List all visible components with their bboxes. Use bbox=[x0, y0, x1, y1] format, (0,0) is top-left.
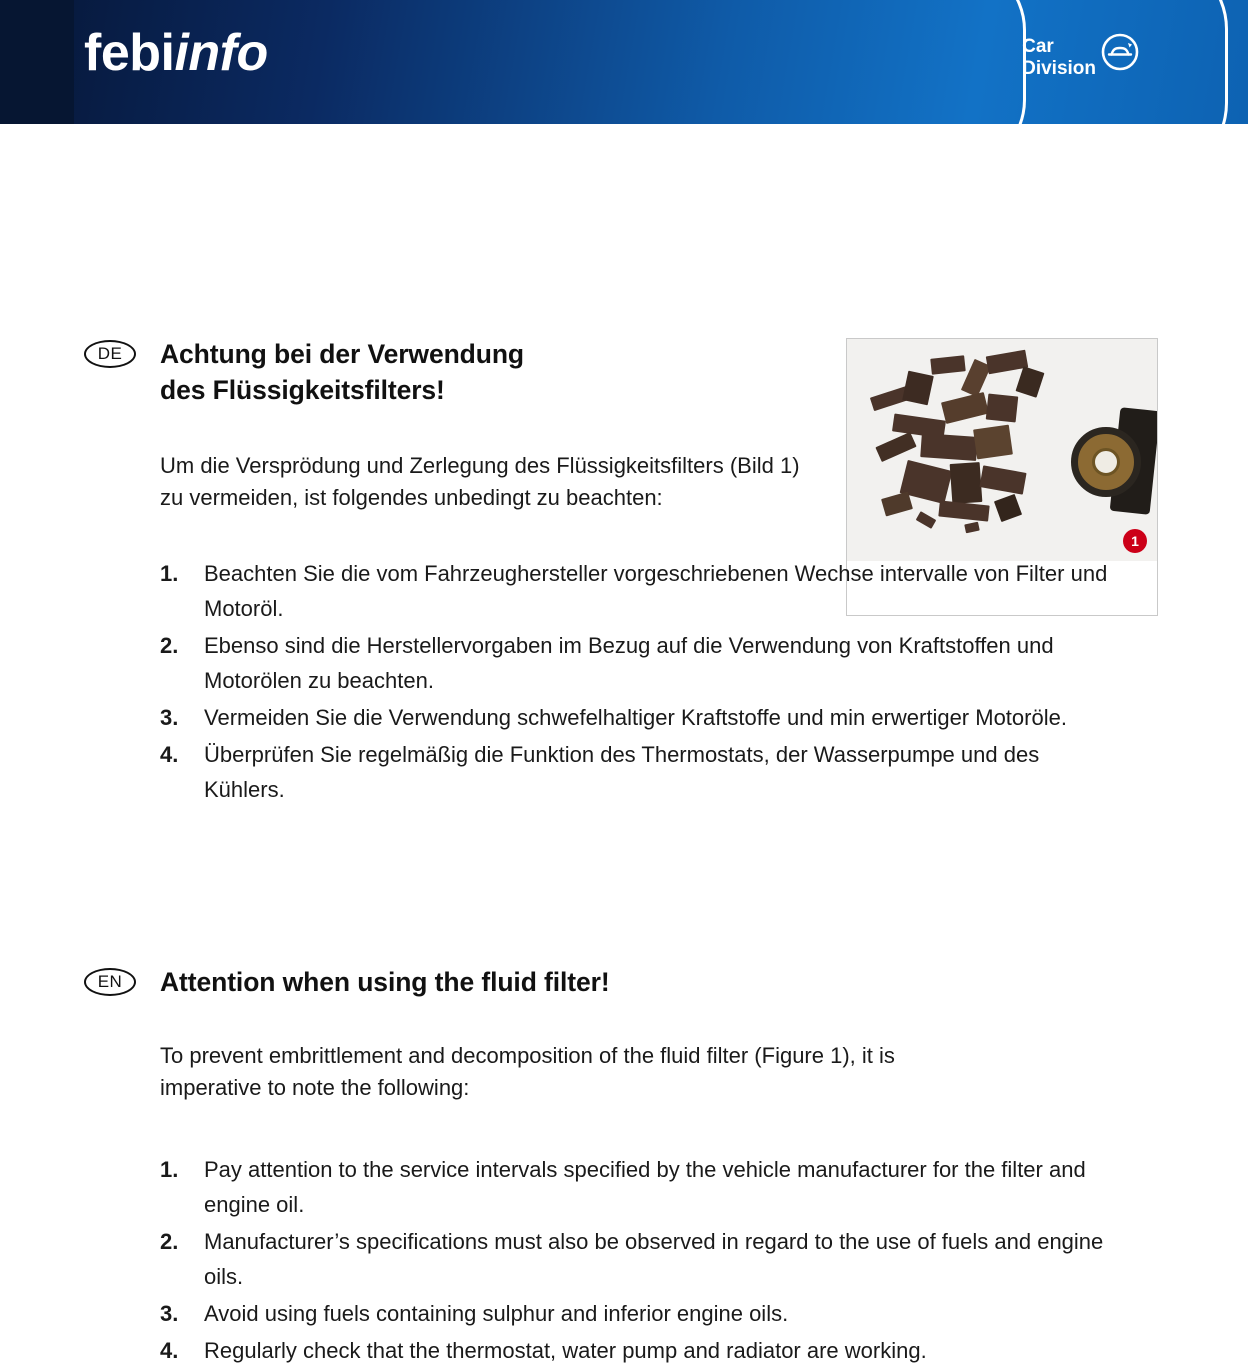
title-en-line-1: Attention when using the fluid filter! bbox=[160, 967, 610, 997]
car-icon bbox=[1100, 32, 1140, 72]
list-item-number: 4. bbox=[160, 742, 179, 767]
language-badge-en: EN bbox=[84, 968, 136, 996]
header-curve-inner bbox=[886, 0, 1026, 124]
header-left-strip bbox=[0, 0, 74, 124]
list-item-text: Regularly check that the thermostat, water pump and radiator are working. bbox=[204, 1338, 927, 1363]
list-item bbox=[160, 1224, 1120, 1294]
title-de-line-1: Achtung bei der Verwendung bbox=[160, 339, 525, 369]
page-title-en bbox=[160, 964, 1120, 1000]
list-item-number: 2. bbox=[160, 633, 179, 658]
list-item-text: Pay attention to the service intervals specified by the vehicle manufacturer for the filter and engine oil. bbox=[204, 1157, 1086, 1217]
list-item bbox=[160, 1296, 1120, 1331]
section-de bbox=[160, 336, 1120, 809]
brand-secondary: info bbox=[174, 24, 268, 82]
list-item-number: 3. bbox=[160, 705, 179, 730]
page-title-de bbox=[160, 336, 1120, 408]
list-item-text: Beachten Sie die vom Fahrzeughersteller vorgeschriebenen Wechse intervalle von Filter und Motoröl. bbox=[204, 561, 1108, 621]
intro-en: To prevent embrittlement and decomposition of the fluid filter (Figure 1), it is imperative to note the following: bbox=[160, 1043, 895, 1100]
list-item bbox=[160, 1152, 1120, 1222]
language-badge-de: DE bbox=[84, 340, 136, 368]
division-line-2: Division bbox=[1022, 58, 1096, 79]
list-item-number: 2. bbox=[160, 1229, 179, 1254]
division-label bbox=[1022, 36, 1096, 80]
list-item-text: Vermeiden Sie die Verwendung schwefelhaltiger Kraftstoffe und min erwertiger Motoröle. bbox=[204, 705, 1067, 730]
list-item bbox=[160, 737, 1120, 807]
list-item bbox=[160, 556, 1120, 626]
division-line-1: Car bbox=[1022, 36, 1054, 57]
points-list-de bbox=[160, 556, 1120, 807]
section-en bbox=[160, 964, 1120, 1370]
brand-logo bbox=[84, 24, 268, 82]
title-de-line-2: des Flüssigkeitsfilters! bbox=[160, 375, 445, 405]
list-item-number: 1. bbox=[160, 561, 179, 586]
intro-de: Um die Versprödung und Zerlegung des Flüssigkeitsfilters (Bild 1) zu vermeiden, ist folgendes unbedingt zu beachten: bbox=[160, 453, 800, 510]
page-header bbox=[0, 0, 1248, 124]
list-item bbox=[160, 700, 1120, 735]
list-item-number: 3. bbox=[160, 1301, 179, 1326]
list-item bbox=[160, 628, 1120, 698]
list-item-text: Avoid using fuels containing sulphur and inferior engine oils. bbox=[204, 1301, 789, 1326]
brand-primary: febi bbox=[84, 24, 175, 82]
list-item-text: Ebenso sind die Herstellervorgaben im Bezug auf die Verwendung von Kraftstoffen und Motorölen zu beachten. bbox=[204, 633, 1054, 693]
list-item-text: Überprüfen Sie regelmäßig die Funktion des Thermostats, der Wasserpumpe und des Kühlers. bbox=[204, 742, 1040, 802]
list-item-number: 1. bbox=[160, 1157, 179, 1182]
points-list-en bbox=[160, 1152, 1120, 1368]
figure-number-badge: 1 bbox=[1123, 529, 1147, 553]
list-item-number: 4. bbox=[160, 1338, 179, 1363]
list-item-text: Manufacturer’s specifications must also be observed in regard to the use of fuels and engine oils. bbox=[204, 1229, 1104, 1289]
list-item bbox=[160, 1333, 1120, 1368]
